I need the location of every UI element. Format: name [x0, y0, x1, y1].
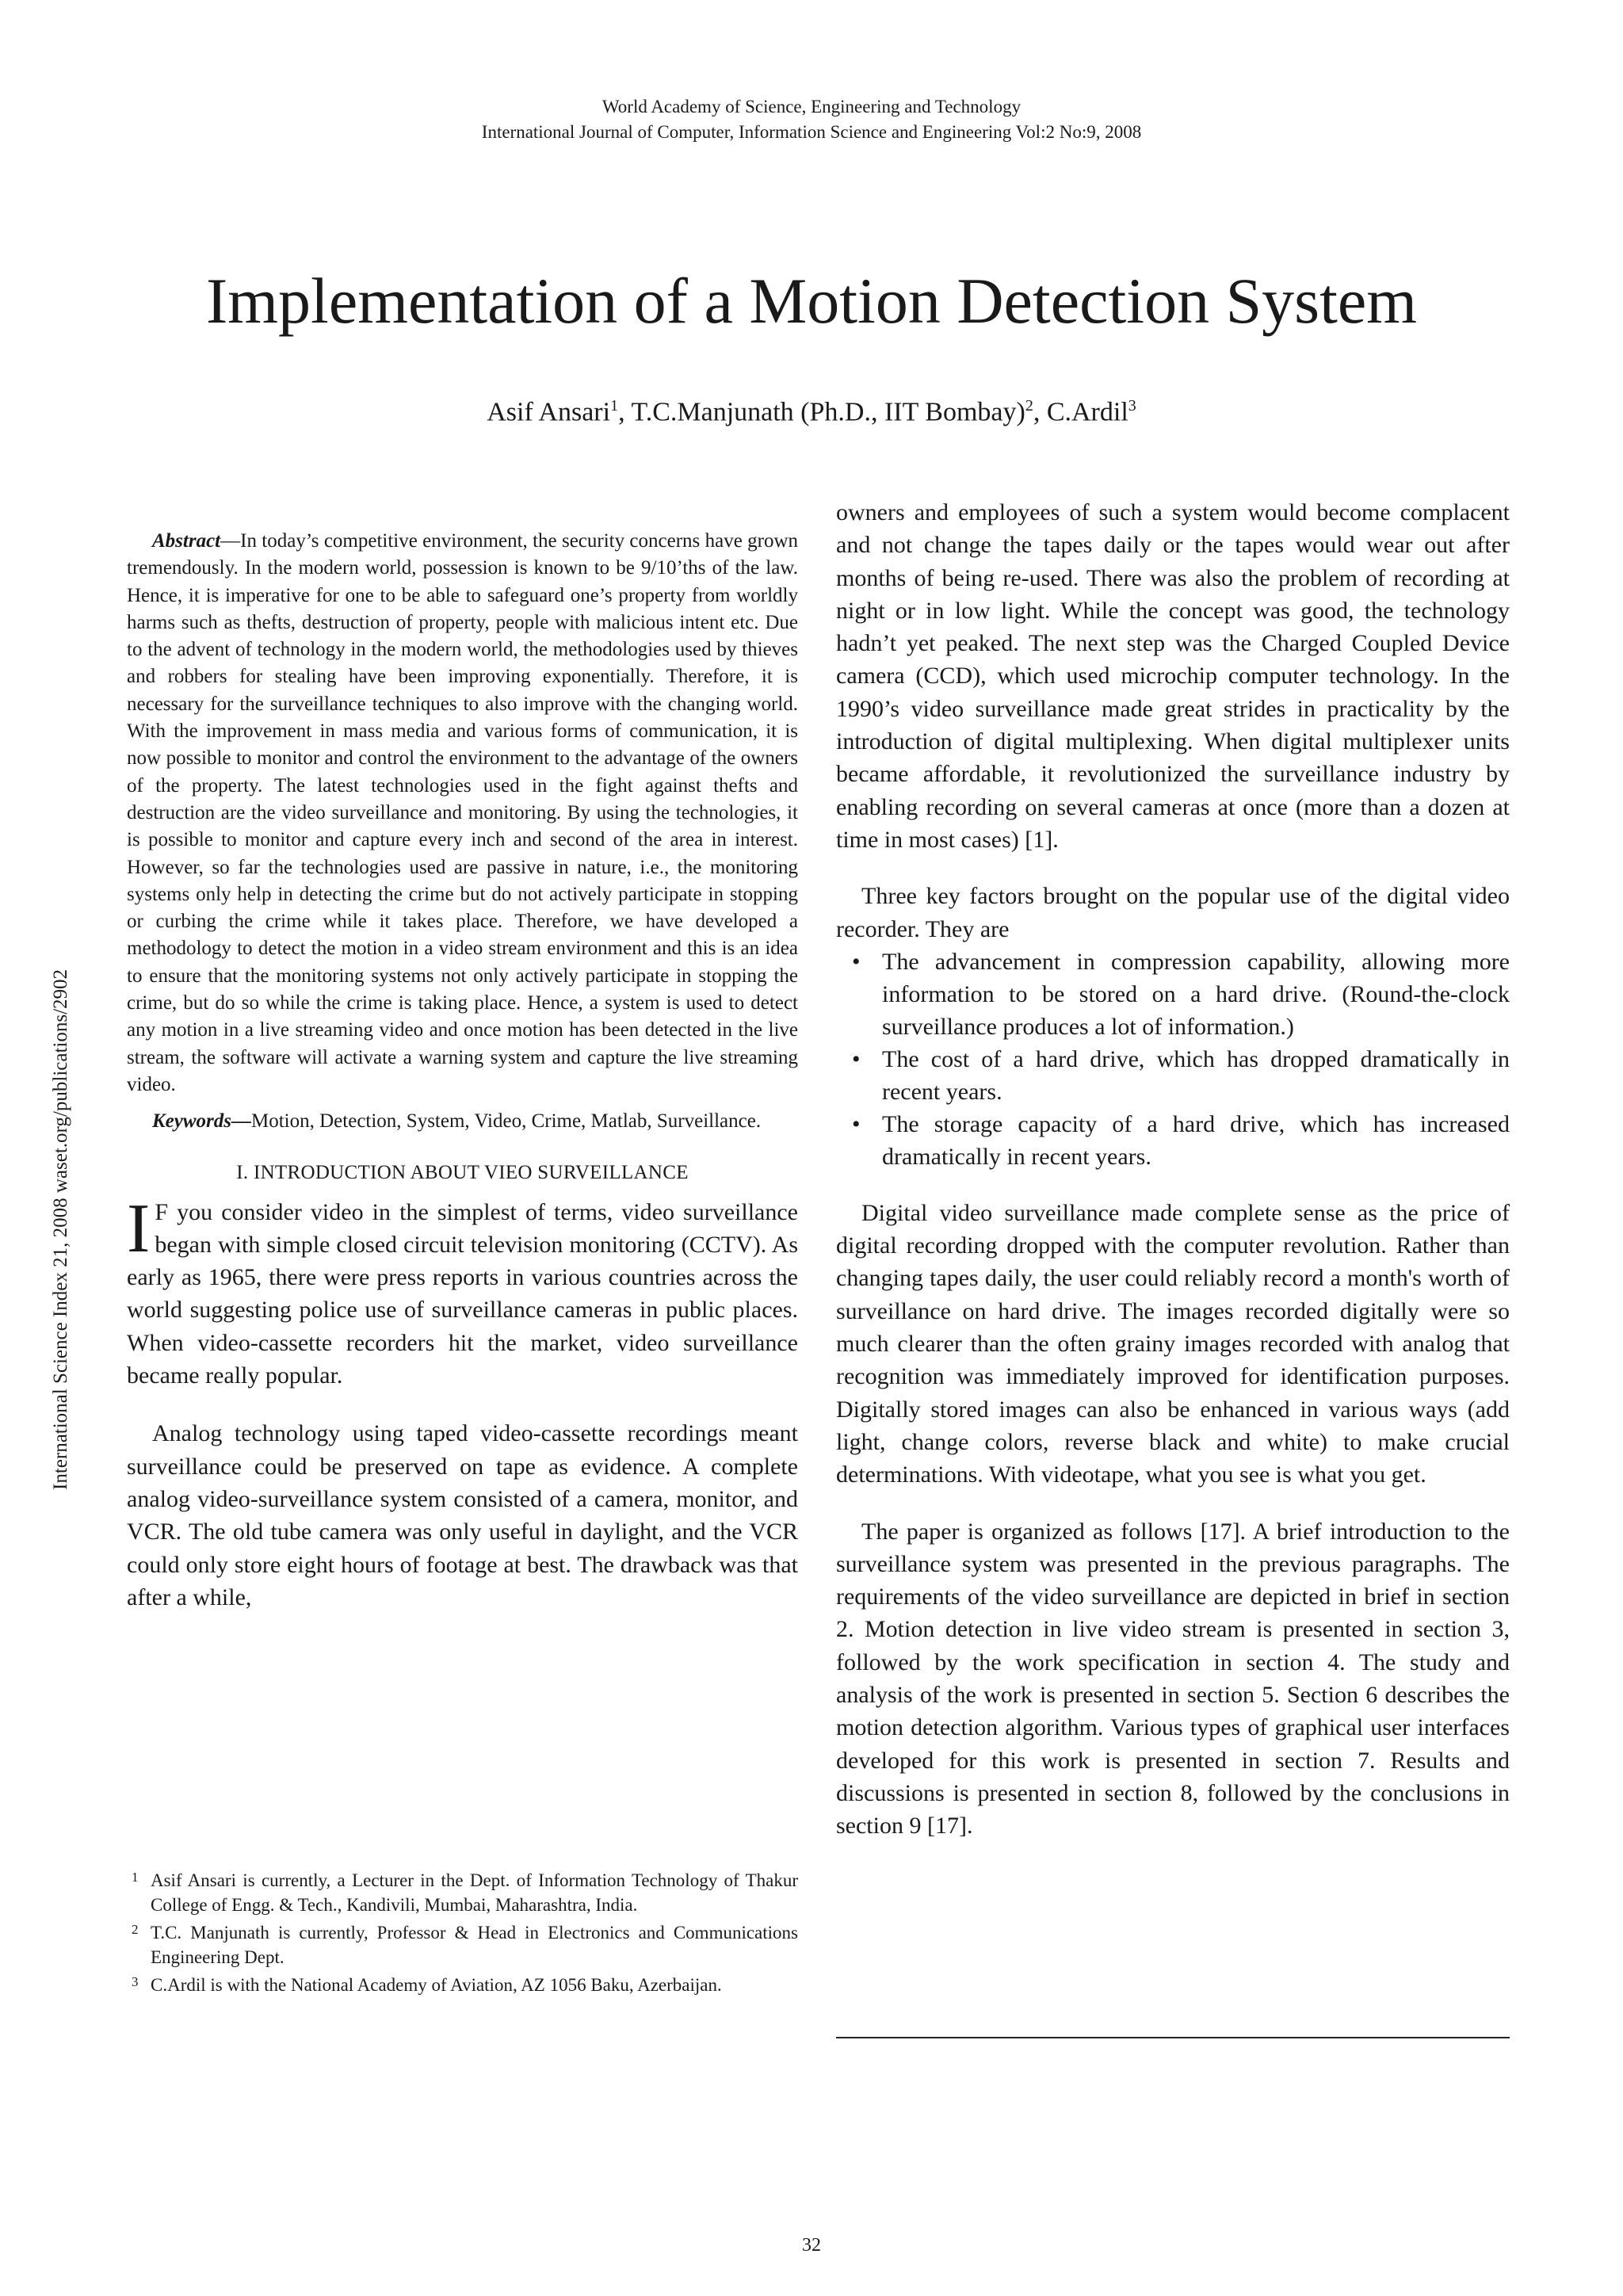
paper-title: Implementation of a Motion Detection System — [205, 265, 1418, 337]
paper-organization-paragraph: The paper is organized as follows [17]. A brief introduction to the surveillance system was presented in the previous paragraphs. The requirements of the video surveillance are depicted in brief in section 2. Motion detection in live video stream is presented in section 3, followed by the work specification in section 4. The study and analysis of the work is presented in section 5. Section 6 describes the motion detection algorithm. Various types of graphical user interfaces developed for this work is presented in section 7. Results and discussions is presented in section 8, followed by the conclusions in section 9 [17]. — [836, 1518, 1510, 1839]
page-number: 32 — [802, 2235, 821, 2256]
right-column — [836, 496, 1510, 1843]
analog-paragraph: Analog technology using taped video-cassette recordings meant surveillance could be preserved on tape as evidence. A complete analog video-surveillance system consisted of a camera, monitor, and VCR. The old tube camera was only useful in daylight, and the VCR could only store eight hours of footage at best. The drawback was that after a while, — [127, 1420, 798, 1610]
keywords — [127, 1108, 798, 1135]
key-factors-list — [836, 946, 1510, 1173]
footnote-number: 2 — [132, 1922, 139, 1937]
history-paragraph: owners and employees of such a system would become complacent and not change the tapes daily or the tapes would wear out after months of being re-used. There was also the problem of recording at night or in low light. While the concept was good, the technology hadn’t yet peaked. The next step was the Charged Coupled Device camera (CCD), which used microchip computer technology. In the 1990’s video surveillance made great strides in practicality by the introduction of digital multiplexing. When digital multiplexer units became affordable, it revolutionized the surveillance industry by enabling recording on several cameras at once (more than a dozen at time in most cases) [1]. — [836, 499, 1510, 853]
footnote-1 — [127, 1868, 798, 1917]
keywords-label: Keywords— — [152, 1110, 251, 1133]
key-factors-paragraph: Three key factors brought on the popular use of the digital video recorder. They are — [836, 883, 1510, 942]
list-item-text: The cost of a hard drive, which has dropped dramatically in recent years. — [882, 1045, 1510, 1105]
digital-surveillance-paragraph: Digital video surveillance made complete sense as the price of digital recording dropped with the computer revolution. Rather than changing tapes daily, the user could reliably record a month's worth of surveillance on hard drive. The images recorded digitally were so much clearer than the often grainy images recorded with analog that recognition was immediately improved for identification purposes. Digitally stored images can also be enhanced in various ways (add light, change colors, reverse black and white) to make crucial determinations. With videotape, what you see is what you get. — [836, 1199, 1510, 1488]
footnote-text: Asif Ansari is currently, a Lecturer in the Dept. of Information Technology of Thakur College of Engg. & Tech., Kandivili, Mumbai, Maharashtra, India. — [151, 1870, 798, 1915]
footnote-3 — [127, 1973, 798, 1997]
author-affiliation-mark: 3 — [1128, 397, 1136, 415]
index-sidebar-text: International Science Index 21, 2008 waset.org/publications/2902 — [50, 968, 71, 1490]
footnote-number: 1 — [132, 1870, 139, 1885]
intro-paragraph-text: F you consider video in the simplest of terms, video surveillance began with simple closed circuit television monitoring (CCTV). As early as 1965, there were press reports in various countries across the world suggesting police use of surveillance cameras in public places. When video-cassette recorders hit the market, video surveillance became really popular. — [127, 1198, 798, 1389]
bullet-icon: • — [852, 1045, 861, 1072]
abstract-text: —In today’s competitive environment, the security concerns have grown tremendously. In the modern world, possession is known to be 9/10’ths of the law. Hence, it is imperative for one to be able to safeguard one’s property from worldly harms such as thefts, destruction of property, people with malicious intent etc. Due to the advent of technology in the modern world, the methodologies used by thieves and robbers for stealing have been improving exponentially. Therefore, it is necessary for the surveillance techniques to also improve with the changing world. With the improvement in mass media and various forms of communication, it is now possible to monitor and control the environment to the advantage of the owners of the property. The latest technologies used in the fight against thefts and destruction are the video surveillance and monitoring. By using the technologies, it is possible to monitor and capture every inch and second of the area in interest. However, so far the technologies used are passive in nature, i.e., the monitoring systems only help in detecting the crime but do not actively participate in stopping or curbing the crime while it takes place. Therefore, we have developed a methodology to detect the motion in a video stream environment and this is an idea to ensure that the monitoring systems not only actively participate in stopping the crime, but do so while the crime is taking place. Hence, a system is used to detect any motion in a live streaming video and once motion has been detected in the live stream, the software will activate a warning system and capture the live streaming video. — [127, 530, 798, 1095]
bullet-icon: • — [852, 948, 861, 975]
keywords-text: Motion, Detection, System, Video, Crime, Matlab, Surveillance. — [251, 1110, 762, 1133]
list-item — [836, 1108, 1510, 1173]
author-affiliation-mark: 2 — [1025, 397, 1033, 415]
column-end-rule — [836, 2037, 1510, 2038]
list-item — [836, 946, 1510, 1043]
author-name: , C.Ardil — [1033, 397, 1128, 427]
list-item-text: The storage capacity of a hard drive, which has increased dramatically in recent years. — [882, 1110, 1510, 1170]
abstract-label: Abstract — [152, 530, 221, 552]
footnote-text: T.C. Manjunath is currently, Professor & Head in Electronics and Communications Engineering Dept. — [151, 1923, 798, 1967]
bullet-icon: • — [852, 1110, 861, 1137]
author-name: , T.C.Manjunath (Ph.D., IIT Bombay) — [618, 397, 1025, 427]
author-list — [0, 388, 1623, 430]
list-item-text: The advancement in compression capability, allowing more information to be stored on a hard drive. (Round-the-clock surveillance produces a lot of information.) — [882, 948, 1510, 1040]
journal-header-line1: World Academy of Science, Engineering and Technology — [601, 97, 1022, 117]
abstract — [127, 528, 798, 1098]
left-column — [127, 528, 798, 1614]
footnotes — [127, 1868, 798, 1997]
author-name: Asif Ansari — [487, 397, 611, 427]
list-item — [836, 1043, 1510, 1108]
journal-header-line2: International Journal of Computer, Information Science and Engineering Vol:2 No:9, 2008 — [481, 122, 1142, 142]
author-affiliation-mark: 1 — [610, 397, 619, 415]
footnote-text: C.Ardil is with the National Academy of Aviation, AZ 1056 Baku, Azerbaijan. — [151, 1975, 722, 1995]
section-heading: I. INTRODUCTION ABOUT VIEO SURVEILLANCE — [236, 1161, 689, 1183]
intro-paragraph — [127, 1190, 798, 1392]
footnote-2 — [127, 1920, 798, 1969]
footnote-number: 3 — [132, 1974, 139, 1989]
dropcap-letter: I — [127, 1190, 151, 1267]
